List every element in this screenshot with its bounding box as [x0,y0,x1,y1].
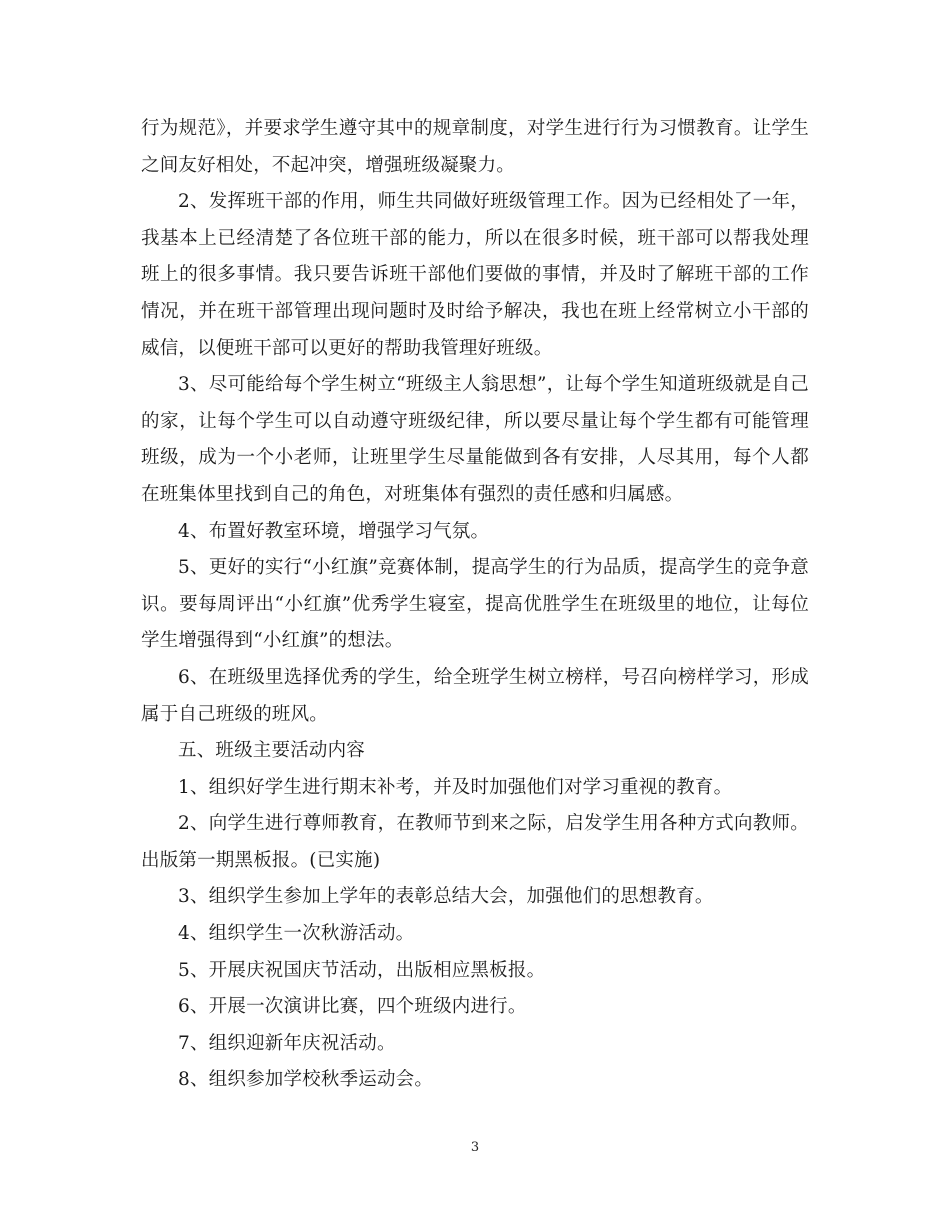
section-heading: 五、班级主要活动内容 [178,740,366,762]
paragraph: 6、在班级里选择优秀的学生，给全班学生树立榜样，号召向榜样学习，形成属于自己班级的班风。 [141,666,809,725]
list-item: 2、向学生进行尊师教育，在教师节到来之际，启发学生用各种方式向教师。出版第一期黑板报。(已实施) [141,813,809,871]
paragraph: 行为规范》，并要求学生遵守其中的规章制度，对学生进行行为习惯教育。让学生之间友好相处，不起冲突，增强班级凝聚力。 [141,118,809,176]
document-body [141,111,809,1099]
paragraph: 3、尽可能给每个学生树立“班级主人翁思想”，让每个学生知道班级就是自己的家，让每个学生可以自动遵守班级纪律，所以要尽量让每个学生都有可能管理班级，成为一个小老师，让班里学生尽量能做到各有安排，人尽其用，每个人都在班集体里找到自己的角色，对班集体有强烈的责任感和归属感。 [141,374,809,505]
list-item: 1、组织好学生进行期末补考，并及时加强他们对学习重视的教育。 [178,776,733,798]
list-item: 7、组织迎新年庆祝活动。 [178,1032,396,1054]
paragraph: 4、布置好教室环境，增强学习气氛。 [178,520,490,542]
paragraph: 5、更好的实行“小红旗”竞赛体制，提高学生的行为品质，提高学生的竞争意识。要每周评出“小红旗”优秀学生寝室，提高优胜学生在班级里的地位，让每位学生增强得到“小红旗”的想法。 [141,557,809,652]
list-item: 4、组织学生一次秋游活动。 [178,923,415,945]
list-item: 8、组织参加学校秋季运动会。 [178,1069,434,1091]
page-number: 3 [470,1140,480,1155]
list-item: 5、开展庆祝国庆节活动，出版相应黑板报。 [178,959,546,981]
paragraph: 2、发挥班干部的作用，师生共同做好班级管理工作。因为已经相处了一年，我基本上已经清楚了各位班干部的能力，所以在很多时候，班干部可以帮我处理班上的很多事情。我只要告诉班干部他们要做的事情，并及时了解班干部的工作情况，并在班干部管理出现问题时及时给予解决，我也在班上经常树立小干部的威信，以便班干部可以更好的帮助我管理好班级。 [141,191,809,359]
list-item: 6、开展一次演讲比赛，四个班级内进行。 [178,996,527,1018]
list-item: 3、组织学生参加上学年的表彰总结大会，加强他们的思想教育。 [178,886,714,908]
